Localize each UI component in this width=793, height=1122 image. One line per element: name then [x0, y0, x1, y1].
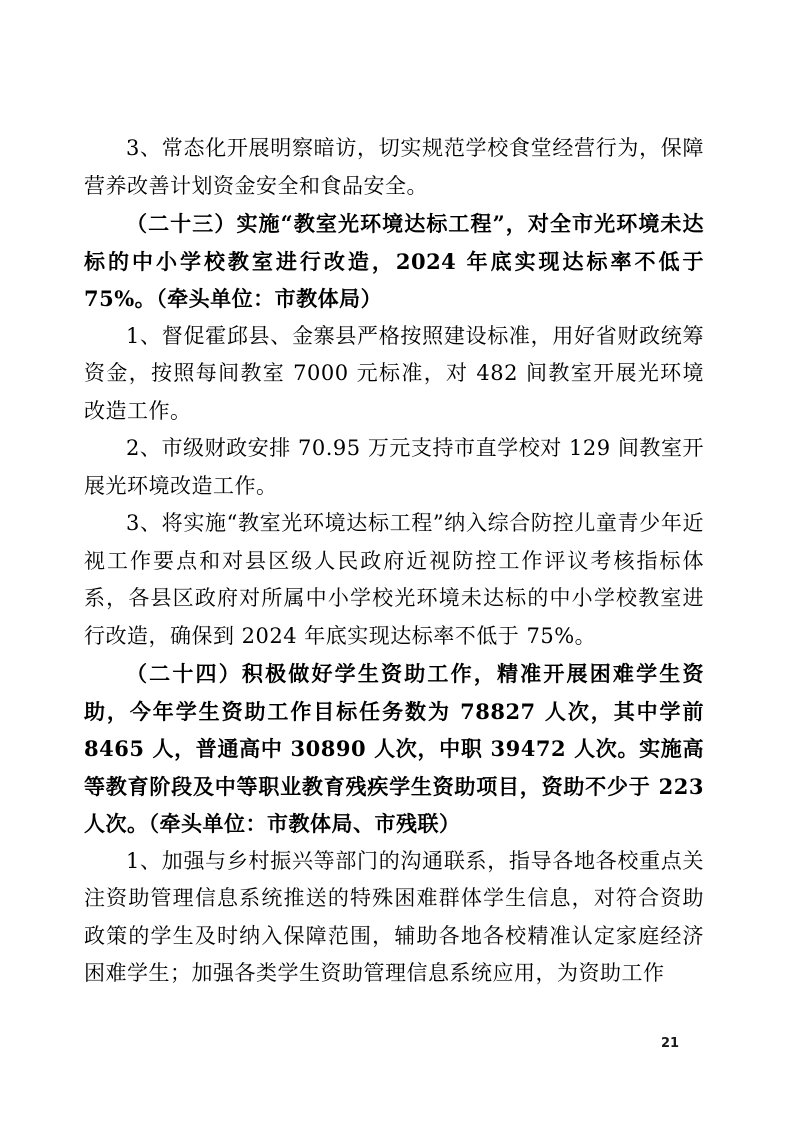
para-section-23-item-1: 1、督促霍邱县、金寨县严格按照建设标准，用好省财政统筹资金，按照每间教室 7000 元标准，对 482 间教室开展光环境改造工作。: [84, 323, 704, 423]
para-section-24-heading: （二十四）积极做好学生资助工作，精准开展困难学生资助，今年学生资助工作目标任务数为 78827 人次，其中学前 8465 人，普通高中 30890 人次，中职 39472 人次。实施高等教育阶段及中等职业教育残疾学生资助项目，资助不少于 223 人次。（牵头单位：市教体局、市残联）: [84, 661, 704, 836]
document-body: [84, 130, 704, 993]
page-number: 21: [660, 1036, 680, 1051]
para-section-23-item-3: 3、将实施“教室光环境达标工程”纳入综合防控儿童青少年近视工作要点和对县区级人民政府近视防控工作评议考核指标体系，各县区政府对所属中小学校光环境未达标的中小学校教室进行改造，确保到 2024 年底实现达标率不低于 75%。: [84, 511, 704, 648]
para-section-24-item-1: 1、加强与乡村振兴等部门的沟通联系，指导各地各校重点关注资助管理信息系统推送的特殊困难群体学生信息，对符合资助政策的学生及时纳入保障范围，辅助各地各校精准认定家庭经济困难学生；加强各类学生资助管理信息系统应用，为资助工作: [84, 848, 704, 985]
para-canteen-inspection: 3、常态化开展明察暗访，切实规范学校食堂经营行为，保障营养改善计划资金安全和食品安全。: [84, 136, 704, 198]
para-section-23-item-2: 2、市级财政安排 70.95 万元支持市直学校对 129 间教室开展光环境改造工作。: [84, 436, 704, 498]
para-section-23-heading: （二十三）实施“教室光环境达标工程”，对全市光环境未达标的中小学校教室进行改造，2024 年底实现达标率不低于 75%。（牵头单位：市教体局）: [84, 211, 704, 311]
